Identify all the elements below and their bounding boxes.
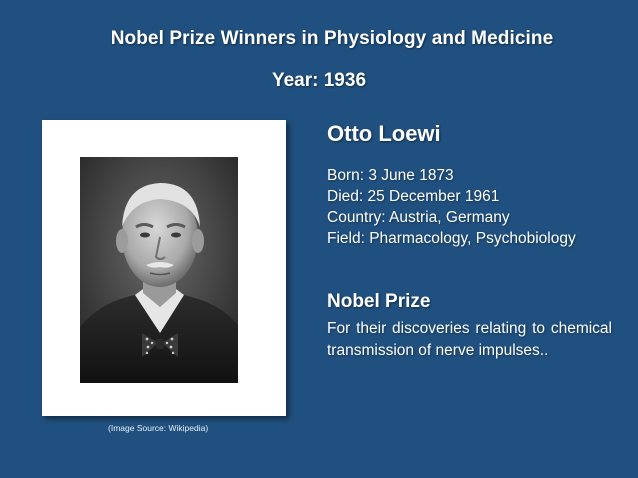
born-text: Born: 3 June 1873 <box>327 167 454 184</box>
field-text: Field: Pharmacology, Psychobiology <box>327 230 576 247</box>
country-text: Country: Austria, Germany <box>327 209 510 226</box>
photo-caption: (Image Source: Wikipedia) <box>108 423 209 433</box>
portrait-photo <box>80 157 238 383</box>
slide-year: Year: 1936 <box>271 70 367 91</box>
prize-citation: For their discoveries relating to chemical transmission of nerve impulses.. <box>327 320 612 359</box>
laureate-name: Otto Loewi <box>327 121 441 146</box>
prize-heading: Nobel Prize <box>327 291 431 312</box>
laureate-facts <box>327 165 576 249</box>
photo-frame <box>42 120 286 416</box>
died-text: Died: 25 December 1961 <box>327 188 500 205</box>
slide-title: Nobel Prize Winners in Physiology and Medicine <box>110 28 554 49</box>
